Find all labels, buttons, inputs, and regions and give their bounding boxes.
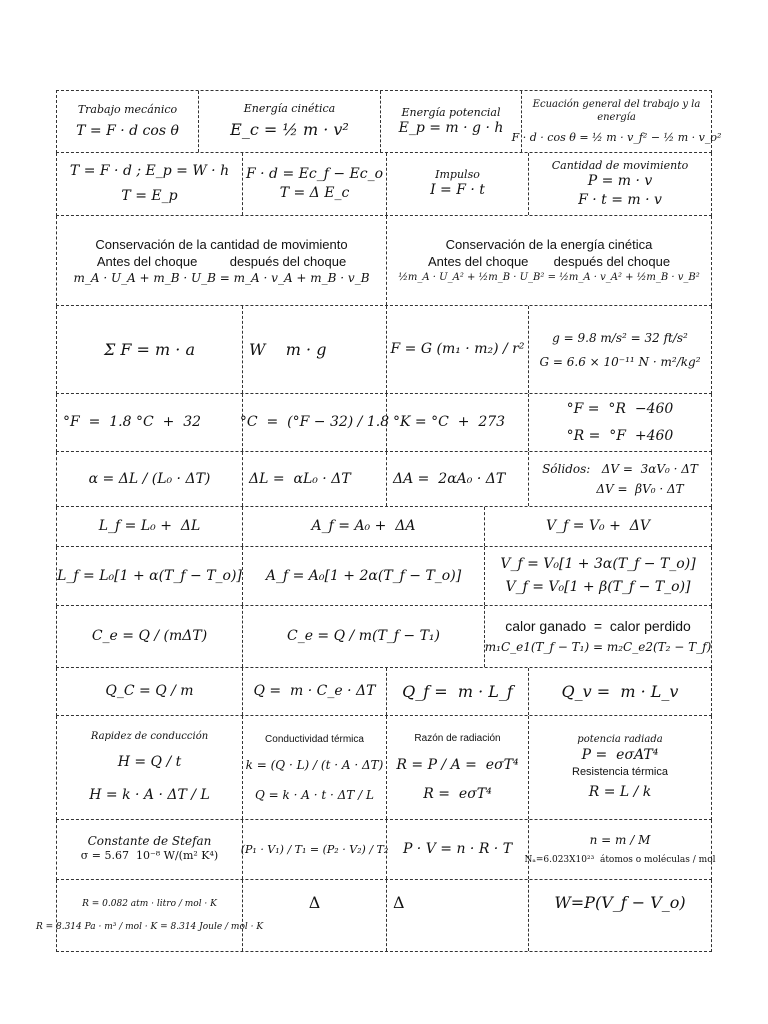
- table-row: [56, 507, 712, 547]
- formula-line: Σ F = m · a: [103, 339, 196, 359]
- cell-work-energy: [511, 91, 722, 152]
- cell-thermal-conductivity: [243, 716, 387, 819]
- cell-impulse: [387, 153, 529, 215]
- cell-conduction-rate: [57, 716, 243, 819]
- formula-line: Sólidos: ΔV = 3αV₀ · ΔT: [542, 462, 698, 476]
- formula-sheet: [35, 90, 722, 952]
- formula-line: ΔV = βV₀ · ΔT: [596, 482, 684, 496]
- formula-line: k = (Q · L) / (t · A · ΔT): [245, 757, 384, 772]
- formula-line: g = 9.8 m/s² = 32 ft/s²: [552, 330, 688, 345]
- formula-line: °K = °C + 273: [393, 414, 506, 430]
- cell-label: Impulso: [435, 168, 480, 181]
- formula-line: °C = (°F − 32) / 1.8: [239, 414, 390, 430]
- formula-line: F = G (m₁ · m₂) / r²: [390, 341, 525, 357]
- formula-line: °F = 1.8 °C + 32: [63, 414, 202, 430]
- cell-momentum: [529, 153, 711, 215]
- cell-kinetic-energy: [199, 91, 381, 152]
- cell-gas-constant: [35, 880, 264, 951]
- cell-linear-expansion: [243, 452, 387, 506]
- formula-line: E_c = ½ m · v²: [230, 120, 349, 139]
- cell-volume-expansion: [529, 452, 711, 506]
- cell-label: Conductividad térmica: [265, 733, 364, 745]
- formula-line: T = F · d cos θ: [76, 122, 179, 139]
- table-row: [56, 716, 712, 820]
- cell-specific-heat: [57, 606, 243, 667]
- formula-line: ½m_A · U_A² + ½m_B · U_B² = ½m_A · v_A² + ½m_B · v_B²: [398, 271, 700, 283]
- cell-ideal-gas-law: [387, 820, 529, 879]
- formula-line: Δ: [308, 893, 321, 912]
- cell-stefan-constant: [57, 820, 243, 879]
- cell-area-expansion: [387, 452, 529, 506]
- table-row: [56, 820, 716, 880]
- formula-line: Antes del choque después del choque: [427, 253, 671, 269]
- formula-line: R = L / k: [588, 784, 652, 800]
- formula-line: T = Δ E_c: [279, 185, 350, 201]
- table-row: [56, 668, 712, 716]
- formula-line: °F = °R −460: [566, 400, 674, 417]
- cell-volume-formula: [485, 547, 711, 605]
- formula-line: n = m / M: [589, 833, 651, 847]
- cell-heat-per-mass: [57, 668, 243, 715]
- formula-line: P · V = n · R · T: [402, 841, 513, 857]
- formula-line: A_f = A₀ + ΔA: [311, 518, 416, 534]
- cell-celsius: [239, 394, 390, 451]
- cell-radiated-power: [529, 716, 711, 819]
- cell-newton-second-law: [57, 306, 243, 393]
- formula-line: R = 8.314 Pa · m³ / mol · K = 8.314 Joule / mol · K: [35, 921, 264, 932]
- cell-label: Constante de Stefan: [87, 834, 212, 848]
- formula-line: C_e = Q / (mΔT): [91, 628, 208, 644]
- cell-potential-energy: [381, 91, 522, 152]
- formula-line: L_f = L₀[1 + α(T_f − T_o)]: [57, 567, 242, 584]
- cell-rankine: [529, 394, 711, 451]
- cell-sensible-heat: [243, 668, 387, 715]
- cell-gravity-constants: [529, 306, 711, 393]
- formula-line: V_f = V₀ + ΔV: [546, 518, 650, 534]
- cell-label: potencia radiada: [577, 734, 663, 745]
- formula-line: C_e = Q / m(T_f − T₁): [286, 628, 441, 644]
- formula-line: A_f = A₀[1 + 2α(T_f − T_o)]: [265, 567, 462, 584]
- formula-line: Q_C = Q / m: [105, 683, 194, 699]
- cell-label: Trabajo mecánico: [77, 102, 178, 116]
- formula-line: Nₐ=6.023X10²³ átomos o moléculas / mol: [524, 855, 716, 865]
- cell-final-volume: [485, 507, 711, 546]
- formula-line: F · d = Ec_f − Ec_o: [245, 166, 384, 182]
- cell-specific-heat-temps: [243, 606, 485, 667]
- table-row: [35, 880, 712, 952]
- cell-final-area: [243, 507, 485, 546]
- formula-line: I = F · t: [430, 182, 485, 198]
- table-row: [56, 547, 712, 606]
- cell-momentum-conservation: [57, 216, 387, 305]
- table-row: [56, 153, 712, 216]
- table-row: [56, 306, 712, 394]
- cell-fusion-heat: [387, 668, 529, 715]
- cell-weight: [243, 306, 387, 393]
- cell-moles: [524, 820, 716, 879]
- formula-line: Resistencia térmica: [572, 766, 668, 778]
- formula-line: m₁C_e1(T_f − T₁) = m₂C_e2(T₂ − T_f): [484, 640, 712, 654]
- table-row: [56, 216, 712, 306]
- formula-line: σ = 5.67 10⁻⁸ W/(m² K⁴): [80, 849, 219, 862]
- formula-line: W m · g: [249, 339, 327, 359]
- cell-length-formula: [57, 547, 243, 605]
- formula-line: (P₁ · V₁) / T₁ = (P₂ · V₂) / T₂: [240, 842, 389, 856]
- formula-line: P = m · v: [587, 172, 653, 189]
- formula-line: ΔA = 2αA₀ · ΔT: [393, 470, 506, 487]
- formula-line: L_f = L₀ + ΔL: [98, 518, 201, 534]
- formula-line: R = P / A = eσT⁴: [396, 756, 519, 773]
- cell-heat-balance: [485, 606, 711, 667]
- table-row: [56, 394, 712, 452]
- cell-gas-work: [529, 880, 711, 951]
- formula-line: calor ganado = calor perdido: [505, 618, 691, 634]
- formula-line: Conservación de la energía cinética: [445, 236, 653, 252]
- formula-line: °R = °F +460: [566, 427, 674, 444]
- cell-label: Energía cinética: [243, 102, 336, 115]
- formula-line: W=P(V_f − V_o): [554, 893, 686, 912]
- formula-line: α = ΔL / (L₀ · ΔT): [88, 470, 211, 487]
- cell-label: Ecuación general del trabajo y la energía: [532, 98, 701, 123]
- cell-work: [57, 91, 199, 152]
- cell-work-alt: [57, 153, 243, 215]
- formula-line: Q_f = m · L_f: [402, 681, 513, 701]
- cell-kelvin: [387, 394, 529, 451]
- cell-energy-difference: [243, 153, 387, 215]
- formula-line: F · d · cos θ = ½ m · v_f² − ½ m · v_o²: [511, 130, 722, 144]
- formula-line: H = Q / t: [117, 754, 182, 770]
- formula-line: R = 0.082 atm · litro / mol · K: [82, 898, 217, 909]
- cell-label: Rapidez de conducción: [90, 731, 209, 742]
- cell-combined-gas-law: [240, 820, 389, 879]
- table-row: [56, 452, 712, 507]
- formula-line: Δ: [393, 893, 405, 912]
- cell-label: Cantidad de movimiento: [551, 158, 689, 172]
- formula-line: m_A · U_A + m_B · U_B = m_A · v_A + m_B · v_B: [73, 270, 370, 285]
- table-row: [56, 606, 712, 668]
- formula-line: F · t = m · v: [578, 191, 662, 208]
- formula-line: ΔL = αL₀ · ΔT: [249, 470, 351, 487]
- formula-line: Conservación de la cantidad de movimiento: [95, 236, 348, 252]
- cell-vaporization-heat: [529, 668, 711, 715]
- cell-kinetic-conservation: [387, 216, 711, 305]
- formula-line: Q_v = m · L_v: [561, 681, 679, 701]
- cell-radiation-rate: [387, 716, 529, 819]
- formula-line: R = eσT⁴: [423, 785, 492, 802]
- formula-line: T = F · d ; E_p = W · h: [69, 163, 230, 179]
- formula-line: E_p = m · g · h: [398, 119, 504, 136]
- cell-fahrenheit: [57, 394, 243, 451]
- formula-line: T = E_p: [121, 188, 178, 204]
- formula-line: P = eσAT⁴: [581, 747, 659, 763]
- cell-linear-coefficient: [57, 452, 243, 506]
- cell-final-length: [57, 507, 243, 546]
- formula-line: V_f = V₀[1 + β(T_f − T_o)]: [505, 579, 691, 595]
- formula-line: G = 6.6 × 10⁻¹¹ N · m²/kg²: [539, 354, 701, 369]
- cell-gravitation: [387, 306, 529, 393]
- table-row: [56, 90, 722, 153]
- cell-label: Razón de radiación: [414, 732, 501, 744]
- formula-line: H = k · A · ΔT / L: [89, 787, 210, 803]
- cell-label: Energía potencial: [401, 105, 501, 119]
- formula-line: V_f = V₀[1 + 3α(T_f − T_o)]: [500, 556, 696, 572]
- cell-area-formula: [243, 547, 485, 605]
- formula-line: Q = m · C_e · ΔT: [253, 683, 376, 699]
- formula-line: Antes del choque después del choque: [96, 253, 347, 269]
- formula-line: Q = k · A · t · ΔT / L: [255, 787, 374, 802]
- cell-delta-2: [387, 880, 529, 951]
- cell-delta-1: [243, 880, 387, 951]
